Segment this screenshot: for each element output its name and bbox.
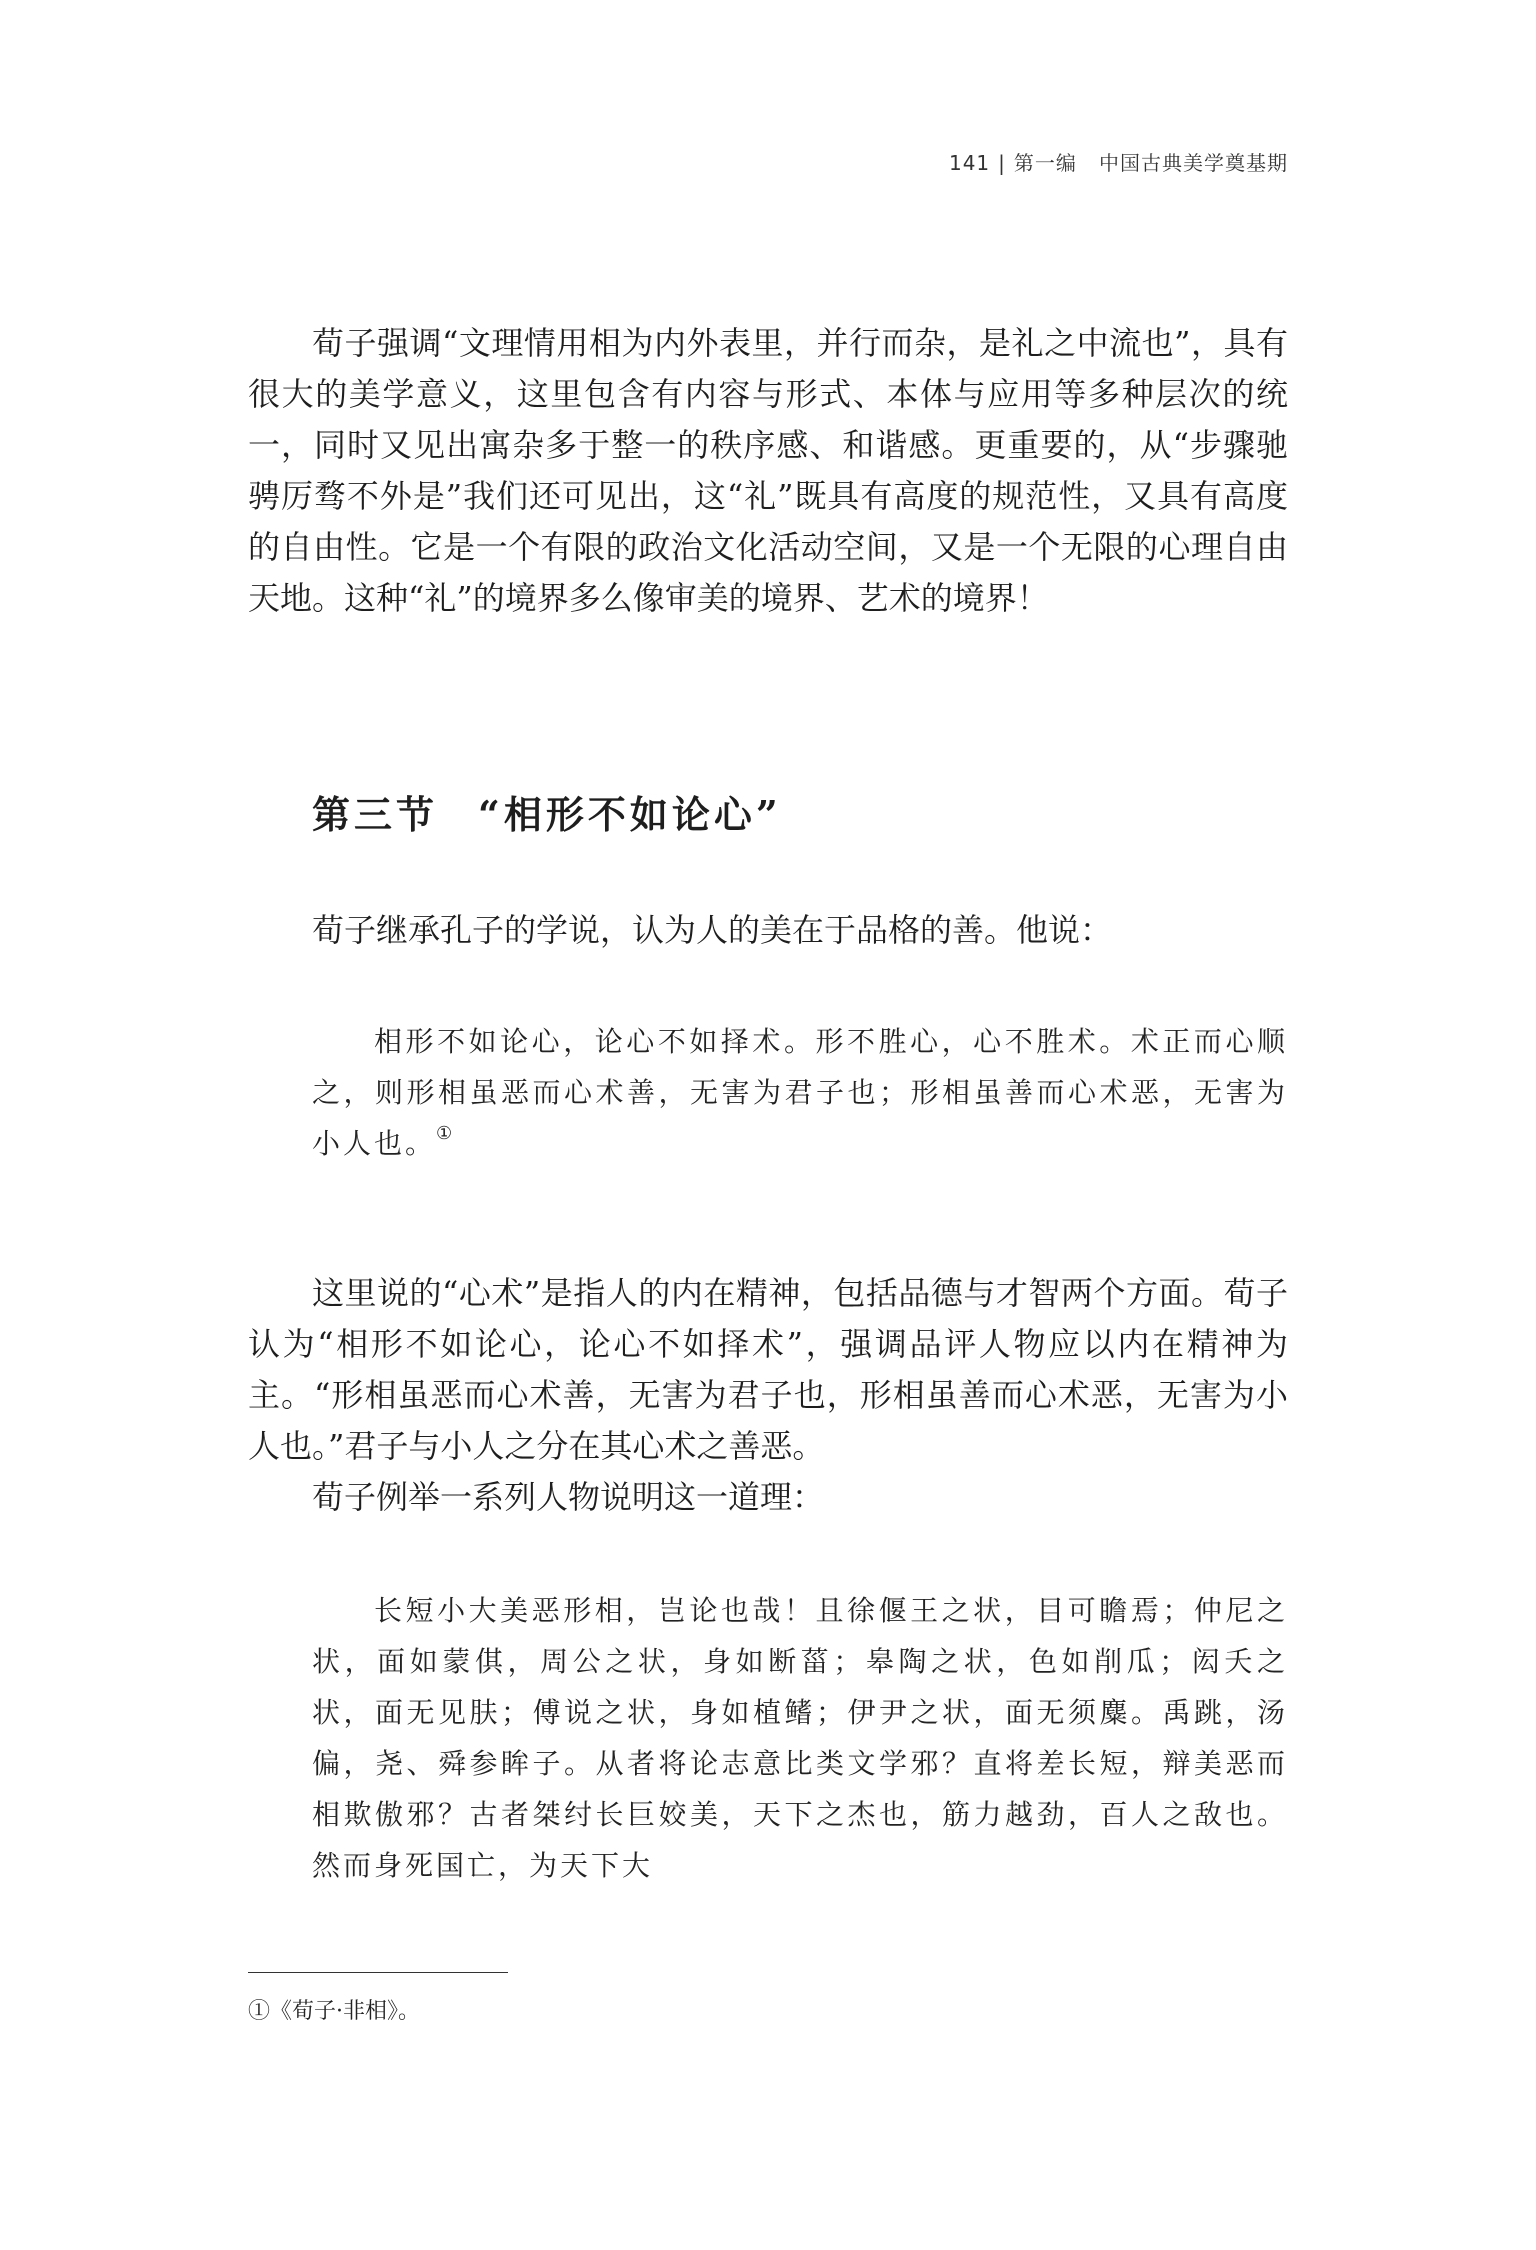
block-quote-xiangxing	[312, 1016, 1288, 1169]
part-label: 第一编	[1013, 151, 1077, 175]
footnote	[248, 1996, 420, 2028]
page-number: 141	[948, 151, 991, 175]
footnote-reference[interactable]: ①	[436, 1123, 456, 1144]
part-title: 中国古典美学奠基期	[1099, 151, 1288, 175]
section-title: “相形不如论心”	[478, 792, 782, 837]
header-separator: |	[998, 151, 1006, 175]
section-heading	[312, 790, 782, 840]
block-quote-figures: 长短小大美恶形相，岂论也哉！且徐偃王之状，目可瞻焉；仲尼之状，面如蒙倛，周公之状，身如断菑；皋陶之状，色如削瓜；闳夭之状，面无见肤；傅说之状，身如植鳍；伊尹之状，面无须麋。禹跳，汤偏，尧、舜参眸子。从者将论志意比类文学邪？直将差长短，辩美恶而相欺傲邪？古者桀纣长巨姣美，天下之杰也，筋力越劲，百人之敌也。然而身死国亡，为天下大	[312, 1594, 1288, 1882]
paragraph-xinshu-explanation: 这里说的“心术”是指人的内在精神，包括品德与才智两个方面。荀子认为“相形不如论心，论心不如择术”，强调品评人物应以内在精神为主。“形相虽恶而心术善，无害为君子也，形相虽善而心术恶，无害为小人也。”君子与小人之分在其心术之善恶。	[248, 1274, 1288, 1465]
quote-text: 相形不如论心，论心不如择术。形不胜心，心不胜术。术正而心顺之，则形相虽恶而心术善，无害为君子也；形相虽善而心术恶，无害为小人也。	[312, 1025, 1288, 1160]
paragraph-intro-quote: 荀子继承孔子的学说，认为人的美在于品格的善。他说：	[312, 911, 1113, 949]
paragraph-li-aesthetics: 荀子强调“文理情用相为内外表里，并行而杂，是礼之中流也”，具有很大的美学意义，这里包含有内容与形式、本体与应用等多种层次的统一，同时又见出寓杂多于整一的秩序感、和谐感。更重要的，从“步骤驰骋厉骛不外是”我们还可见出，这“礼”既具有高度的规范性，又具有高度的自由性。它是一个有限的政治文化活动空间，又是一个无限的心理自由天地。这种“礼”的境界多么像审美的境界、艺术的境界！	[248, 324, 1288, 617]
footnote-divider	[248, 1972, 508, 1973]
running-header	[949, 147, 1288, 176]
footnote-mark: ①	[248, 1999, 271, 2024]
section-number: 第三节	[312, 792, 439, 837]
paragraph-examples-intro: 荀子例举一系列人物说明这一道理：	[312, 1478, 825, 1516]
footnote-text: 《荀子·非相》。	[270, 1999, 421, 2024]
